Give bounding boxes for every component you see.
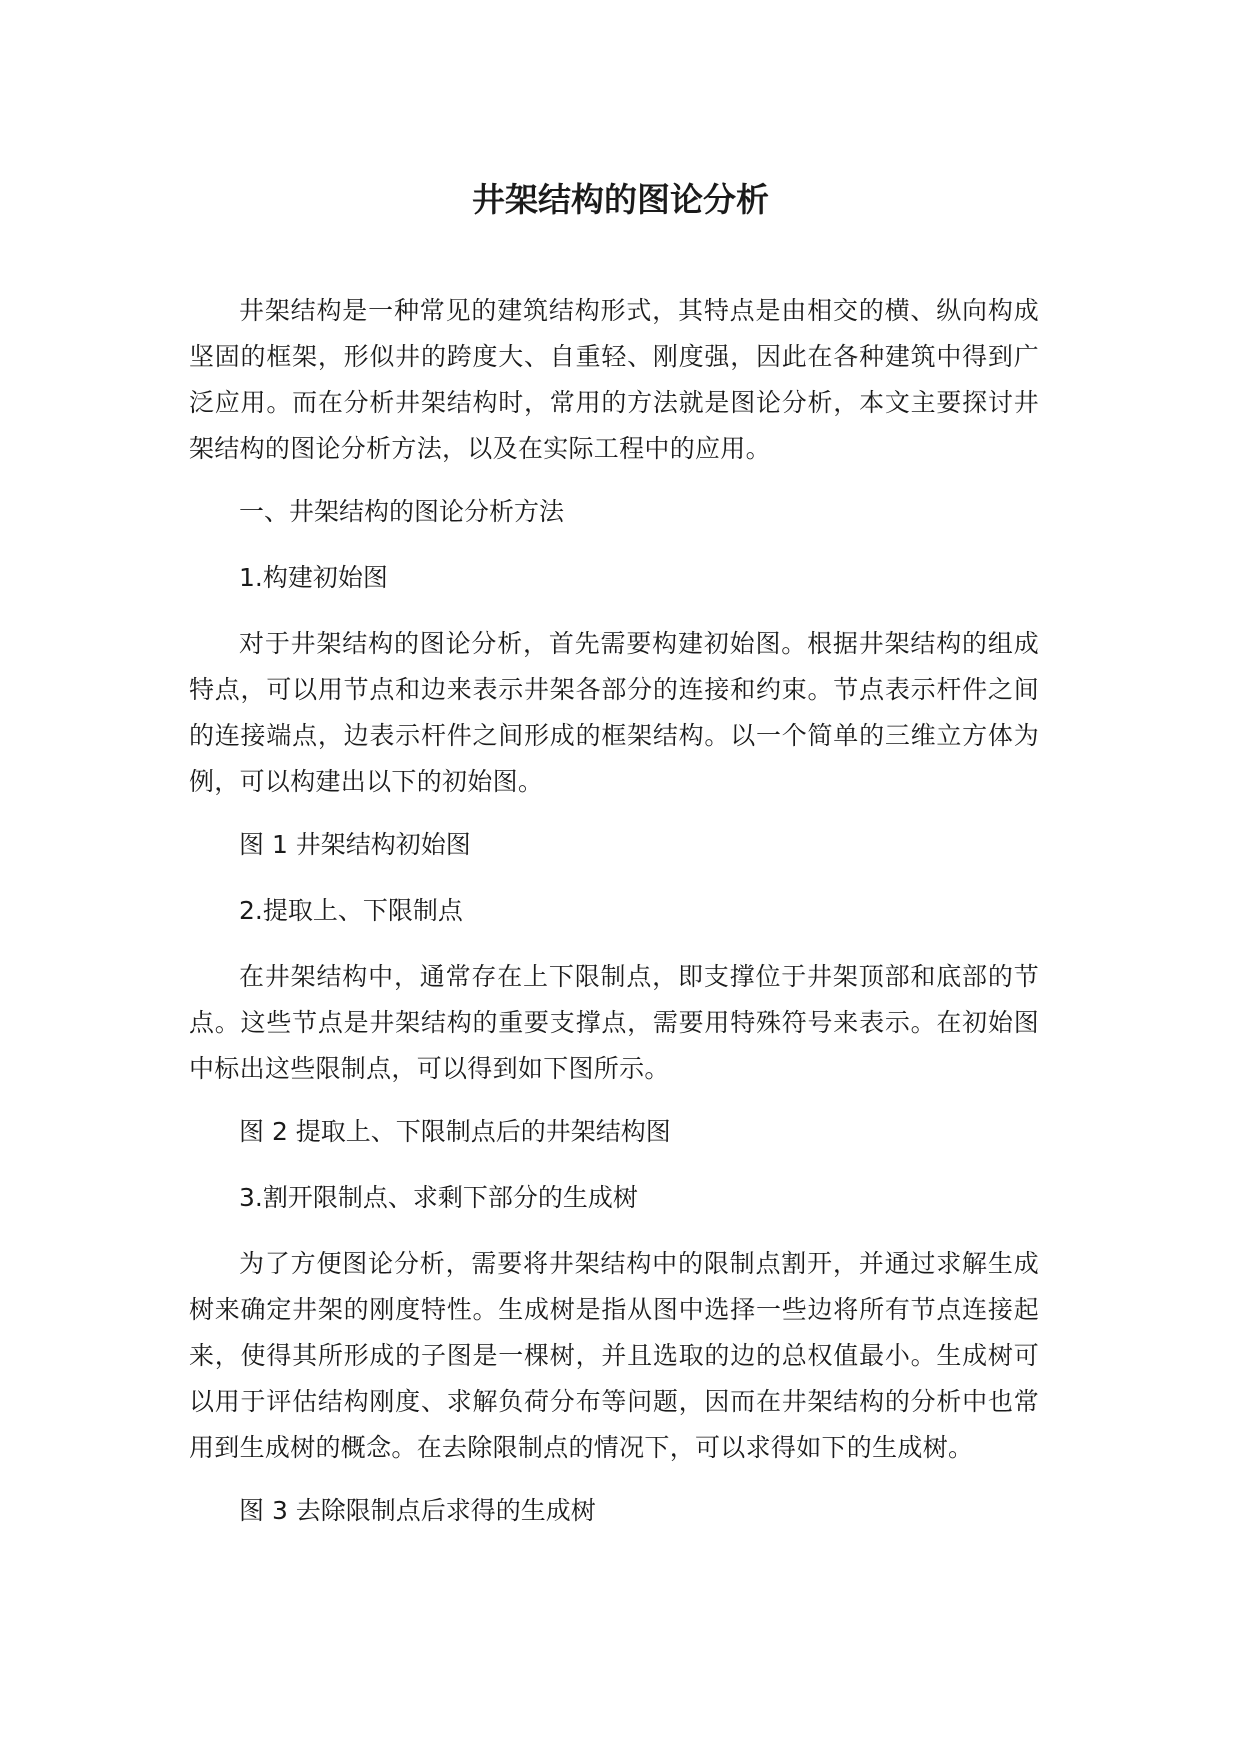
- intro-paragraph: 井架结构是一种常见的建筑结构形式，其特点是由相交的横、纵向构成坚固的框架，形似井的跨度大、自重轻、刚度强，因此在各种建筑中得到广泛应用。而在分析井架结构时，常用的方法就是图论分析，本文主要探讨井架结构的图论分析方法，以及在实际工程中的应用。: [189, 296, 1039, 463]
- figure-caption-2: 图 2 提取上、下限制点后的井架结构图: [239, 1117, 671, 1146]
- paragraph-limit-points: 在井架结构中，通常存在上下限制点，即支撑位于井架顶部和底部的节点。这些节点是井架结构的重要支撑点，需要用特殊符号来表示。在初始图中标出这些限制点，可以得到如下图所示。: [189, 962, 1039, 1083]
- paragraph-spanning-tree: 为了方便图论分析，需要将井架结构中的限制点割开，并通过求解生成树来确定井架的刚度特性。生成树是指从图中选择一些边将所有节点连接起来，使得其所形成的子图是一棵树，并且选取的边的总权值最小。生成树可以用于评估结构刚度、求解负荷分布等问题，因而在井架结构的分析中也常用到生成树的概念。在去除限制点的情况下，可以求得如下的生成树。: [189, 1249, 1039, 1462]
- subsection-heading-3: 3.割开限制点、求剩下部分的生成树: [239, 1183, 638, 1212]
- subsection-heading-2: 2.提取上、下限制点: [239, 896, 463, 925]
- figure-caption-1: 图 1 井架结构初始图: [239, 830, 471, 859]
- document-body: [189, 288, 1039, 1554]
- section-heading-1: 一、井架结构的图论分析方法: [239, 497, 565, 526]
- subsection-heading-1: 1.构建初始图: [239, 563, 388, 592]
- figure-caption-3: 图 3 去除限制点后求得的生成树: [239, 1496, 596, 1525]
- paragraph-initial-graph: 对于井架结构的图论分析，首先需要构建初始图。根据井架结构的组成特点，可以用节点和边来表示井架各部分的连接和约束。节点表示杆件之间的连接端点，边表示杆件之间形成的框架结构。以一个简单的三维立方体为例，可以构建出以下的初始图。: [189, 629, 1039, 796]
- document-title: 井架结构的图论分析: [472, 180, 769, 219]
